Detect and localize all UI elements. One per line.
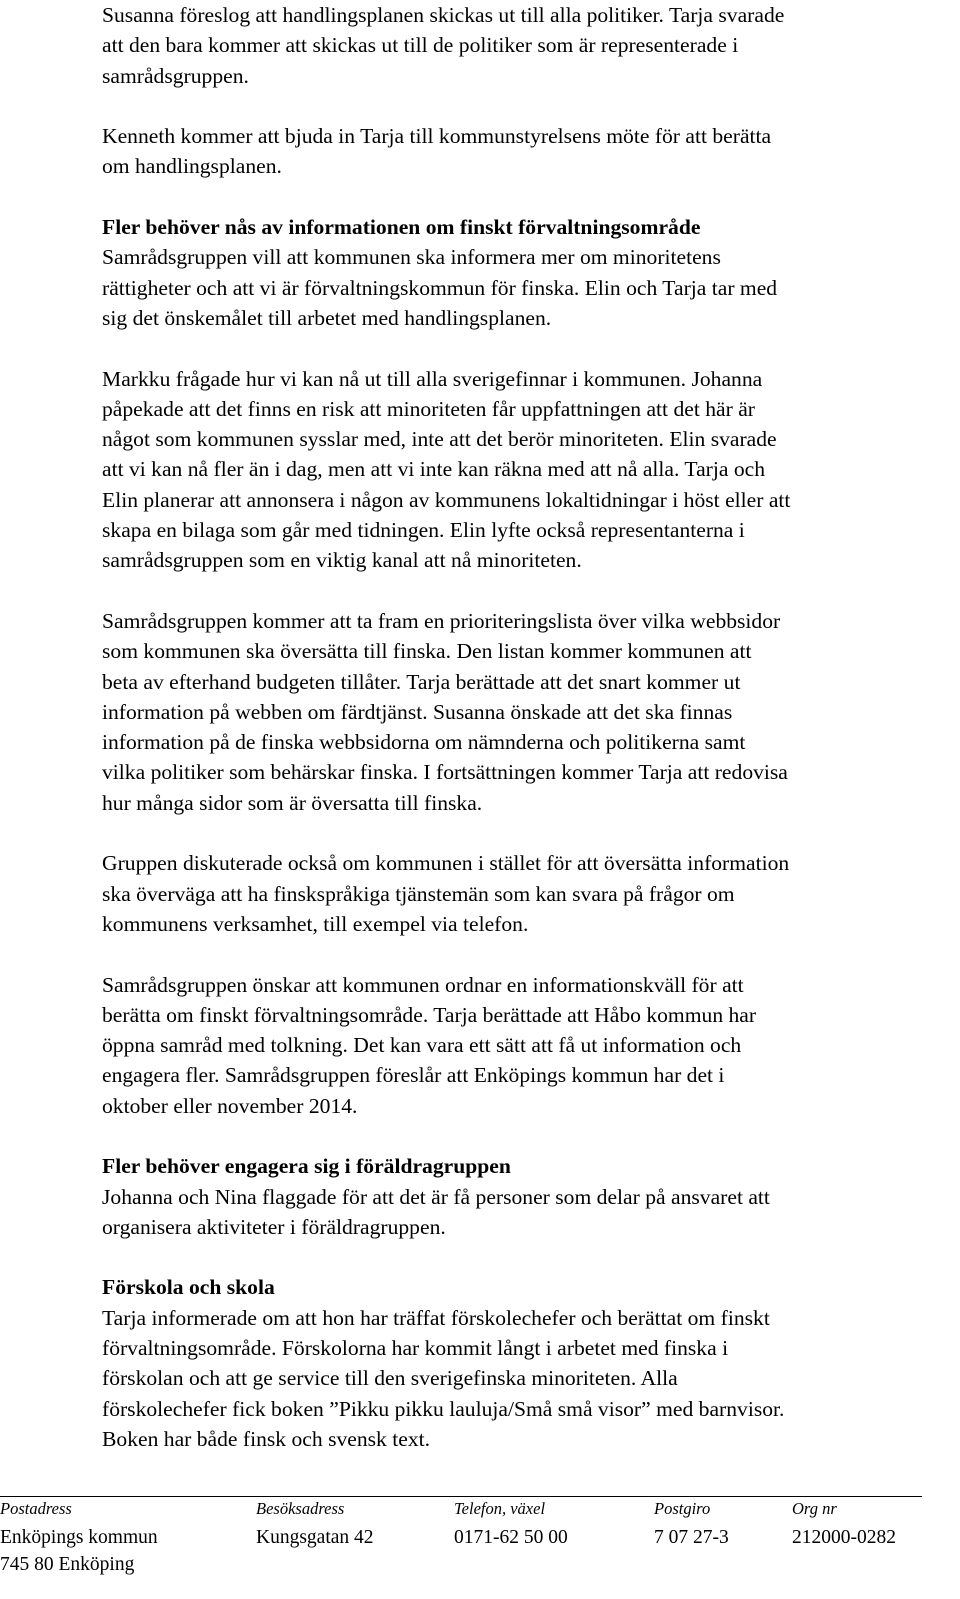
text-line: hur många sidor som är översatta till finska. (102, 790, 483, 815)
text-line: vilka politiker som behärskar finska. I fortsättningen kommer Tarja att redovisa (102, 760, 788, 785)
section-heading-information: Fler behöver nås av informationen om finskt förvaltningsområde (102, 215, 701, 240)
text-line: Samrådsgruppen kommer att ta fram en prioriteringslista över vilka webbsidor (102, 608, 781, 633)
text-line: kommunens verksamhet, till exempel via telefon. (102, 911, 529, 936)
paragraph-prioriteringslista (102, 606, 942, 818)
text-line: Markku frågade hur vi kan nå ut till alla sverigefinnar i kommunen. Johanna (102, 366, 763, 391)
paragraph-informera-minoritet (102, 242, 942, 333)
footer-postgiro (654, 1500, 729, 1551)
text-line: beta av efterhand budgeten tillåter. Tarja berättade att det snart kommer ut (102, 669, 741, 694)
text-line: rättigheter och att vi är förvaltningskommun för finska. Elin och Tarja tar med (102, 275, 778, 300)
paragraph-na-sverigefinnar (102, 364, 942, 576)
paragraph-handlingsplan-politiker (102, 0, 942, 91)
page-footer (0, 1496, 960, 1599)
footer-telefon-label: Telefon, växel (454, 1499, 546, 1518)
footer-besoksadress (256, 1500, 374, 1551)
text-line: Boken har både finsk och svensk text. (102, 1426, 431, 1451)
paragraph-forskola (102, 1303, 942, 1454)
section-heading-foraldragruppen: Fler behöver engagera sig i föräldragruppen (102, 1154, 511, 1179)
text-line: ska överväga att ha finskspråkiga tjänstemän som kan svara på frågor om (102, 881, 735, 906)
footer-orgnr (792, 1500, 896, 1551)
footer-telefon (454, 1500, 568, 1551)
footer-postadress-line2: 745 80 Enköping (0, 1554, 135, 1575)
text-line: Elin planerar att annonsera i någon av kommunens lokaltidningar i höst eller att (102, 487, 791, 512)
text-line: oktober eller november 2014. (102, 1093, 358, 1118)
text-line: Kenneth kommer att bjuda in Tarja till kommunstyrelsens möte för att berätta (102, 124, 772, 149)
footer-postadress-label: Postadress (0, 1499, 72, 1518)
text-line: information på webben om färdtjänst. Susanna önskade att det ska finnas (102, 699, 733, 724)
footer-besoksadress-value: Kungsgatan 42 (256, 1527, 374, 1548)
text-line: som kommunen ska översätta till finska. Den listan kommer kommunen att (102, 639, 752, 664)
text-line: engagera fler. Samrådsgruppen föreslår att Enköpings kommun har det i (102, 1063, 725, 1088)
text-line: förvaltningsområde. Förskolorna har kommit långt i arbetet med finska i (102, 1336, 729, 1361)
footer-orgnr-value: 212000-0282 (792, 1527, 896, 1548)
text-line: Samrådsgruppen vill att kommunen ska informera mer om minoritetens (102, 245, 721, 270)
paragraph-foraldragruppen (102, 1182, 942, 1243)
document-body (102, 0, 942, 1454)
text-line: organisera aktiviteter i föräldragruppen. (102, 1214, 446, 1239)
footer-postadress-line1: Enköpings kommun (0, 1527, 158, 1548)
text-line: Gruppen diskuterade också om kommunen i stället för att översätta information (102, 851, 790, 876)
text-line: förskolan och att ge service till den sverigefinska minoriteten. Alla (102, 1366, 678, 1391)
footer-telefon-value: 0171-62 50 00 (454, 1527, 568, 1548)
text-line: att den bara kommer att skickas ut till de politiker som är representerade i (102, 33, 739, 58)
text-line: Johanna och Nina flaggade för att det är få personer som delar på ansvaret att (102, 1184, 770, 1209)
paragraph-informationskvall (102, 970, 942, 1121)
footer-postgiro-label: Postgiro (654, 1499, 711, 1518)
paragraph-kommunstyrelsen (102, 121, 942, 182)
text-line: Samrådsgruppen önskar att kommunen ordnar en informationskväll för att (102, 972, 744, 997)
footer-postgiro-value: 7 07 27-3 (654, 1527, 729, 1548)
text-line: sig det önskemålet till arbetet med handlingsplanen. (102, 305, 552, 330)
paragraph-finskspraakiga-tjanstemaan (102, 848, 942, 939)
text-line: samrådsgruppen. (102, 63, 249, 88)
text-line: Tarja informerade om att hon har träffat förskolechefer och berättat om finskt (102, 1305, 770, 1330)
text-line: om handlingsplanen. (102, 154, 282, 179)
text-line: samrådsgruppen som en viktig kanal att nå minoriteten. (102, 548, 582, 573)
text-line: information på de finska webbsidorna om nämnderna och politikerna samt (102, 730, 746, 755)
text-line: Susanna föreslog att handlingsplanen skickas ut till alla politiker. Tarja svarade (102, 3, 785, 27)
footer-orgnr-label: Org nr (792, 1499, 837, 1518)
footer-postadress (0, 1500, 158, 1578)
text-line: skapa en bilaga som går med tidningen. Elin lyfte också representanterna i (102, 518, 745, 543)
text-line: påpekade att det finns en risk att minoriteten får uppfattningen att det här är (102, 396, 755, 421)
text-line: förskolechefer fick boken ”Pikku pikku lauluja/Små små visor” med barnvisor. (102, 1396, 785, 1421)
text-line: att vi kan nå fler än i dag, men att vi inte kan räkna med att nå alla. Tarja och (102, 457, 766, 482)
footer-besoksadress-label: Besöksadress (256, 1499, 345, 1518)
text-line: något som kommunen sysslar med, inte att det berör minoriteten. Elin svarade (102, 427, 777, 452)
footer-divider (0, 1496, 922, 1497)
section-heading-forskola: Förskola och skola (102, 1275, 275, 1300)
text-line: berätta om finskt förvaltningsområde. Tarja berättade att Håbo kommun har (102, 1002, 757, 1027)
text-line: öppna samråd med tolkning. Det kan vara ett sätt att få ut information och (102, 1033, 742, 1058)
